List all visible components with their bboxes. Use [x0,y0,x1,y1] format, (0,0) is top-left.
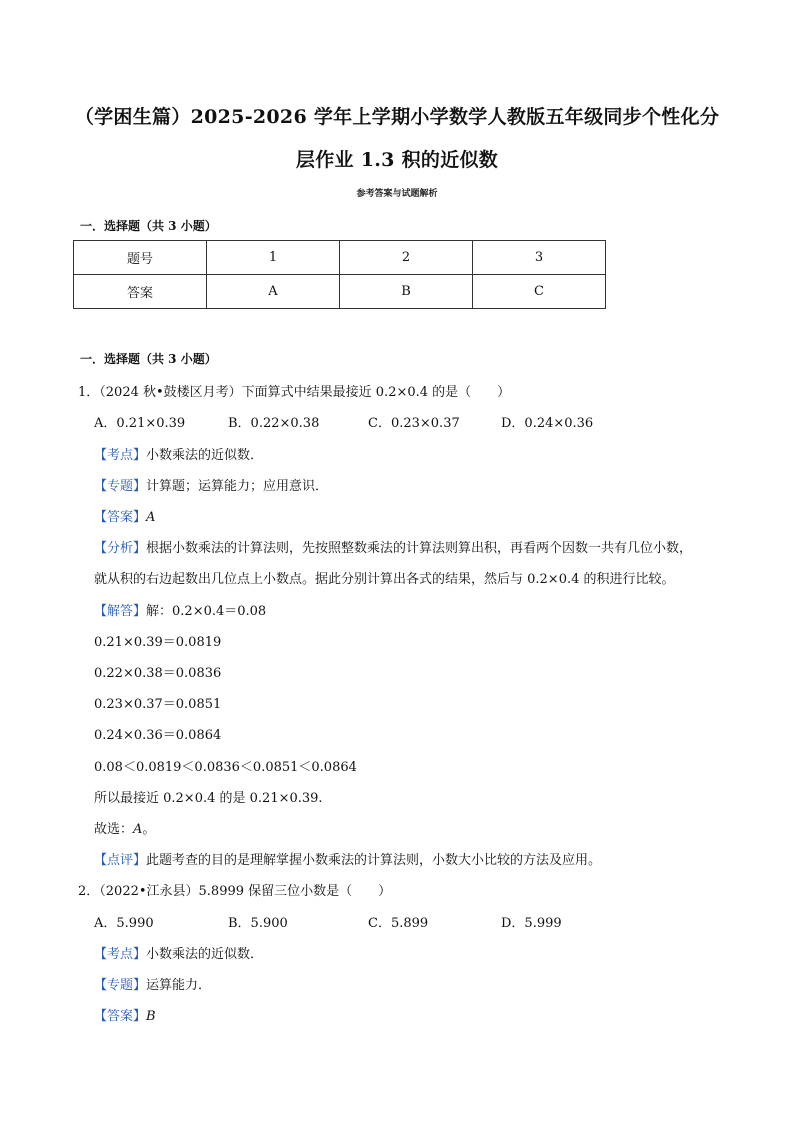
comment-text: 此题考查的目的是理解掌握小数乘法的计算法则，小数大小比较的方法及应用。 [146,853,602,868]
calc-line: 0.23×0.37＝0.0851 [94,697,222,712]
question-1-choice [94,818,155,837]
analysis-label: 【分析】 [94,541,147,556]
choice-prefix: 故选： [94,822,134,837]
kaodian-label: 【考点】 [94,947,147,962]
zhuanti-text: 运算能力． [146,978,212,993]
answer-table [73,240,606,309]
question-1-comment [94,849,601,868]
question-2-kaodian [94,943,263,962]
zhuanti-label: 【专题】 [94,978,147,993]
questions-section-heading: 一．选择题（共 3 小题） [80,352,217,366]
table-row [74,275,606,309]
question-1-option-d: D．0.24×0.36 [501,416,594,431]
question-1-stem: 1．（2024 秋•鼓楼区月考）下面算式中结果最接近 0.2×0.4 的是（ ） [78,385,511,400]
answer-label: 【答案】 [94,510,147,525]
question-2-stem: 2．（2022•江永县）5.8999 保留三位小数是（ ） [78,884,392,899]
table-row [74,241,606,275]
question-1-zhuanti [94,475,328,494]
solution-label: 【解答】 [94,604,147,619]
question-2-option-b: B．5.900 [228,916,288,931]
table-cell-answer: C [473,275,606,309]
question-2-option-d: D．5.999 [501,916,562,931]
question-1-option-c: C．0.23×0.37 [368,416,460,431]
table-cell-label: 题号 [74,241,207,275]
analysis-text: 根据小数乘法的计算法则，先按照整数乘法的计算法则算出积，再看两个因数一共有几位小数， [146,541,693,556]
question-1-analysis-line-1 [94,537,692,556]
choice-answer: A [133,822,143,837]
choice-end: 。 [142,822,156,837]
comment-label: 【点评】 [94,853,147,868]
question-2-option-a: A．5.990 [94,916,154,931]
answer-label: 【答案】 [94,1009,147,1024]
question-1-answer [94,506,155,525]
calc-line: 0.24×0.36＝0.0864 [94,728,222,743]
document-title-line-1: （学困生篇）2025-2026 学年上学期小学数学人教版五年级同步个性化分 [74,106,720,128]
answer-section-heading: 一．选择题（共 3 小题） [80,219,217,233]
question-1-conclusion: 所以最接近 0.2×0.4 的是 0.21×0.39. [94,791,323,806]
table-cell-number: 3 [473,241,606,275]
zhuanti-label: 【专题】 [94,479,147,494]
question-1-option-b: B．0.22×0.38 [228,416,320,431]
calc-comparison: 0.08＜0.0819＜0.0836＜0.0851＜0.0864 [94,760,357,775]
kaodian-text: 小数乘法的近似数． [146,448,264,463]
kaodian-label: 【考点】 [94,448,147,463]
answer-text: B [146,1009,156,1024]
question-1-option-a: A．0.21×0.39 [94,416,186,431]
calc-line: 0.21×0.39＝0.0819 [94,635,222,650]
table-cell-answer: A [207,275,340,309]
table-cell-answer: B [340,275,473,309]
question-1-kaodian [94,444,263,463]
solution-text: 解：0.2×0.4＝0.08 [146,604,267,619]
calc-line: 0.22×0.38＝0.0836 [94,666,222,681]
table-cell-label: 答案 [74,275,207,309]
table-cell-number: 1 [207,241,340,275]
question-2-option-c: C．5.899 [368,916,429,931]
question-1-solution [94,600,266,619]
zhuanti-text: 计算题；运算能力；应用意识． [146,479,329,494]
document-title-line-2: 层作业 1.3 积的近似数 [295,149,499,171]
answer-text: A [146,510,156,525]
document-subtitle: 参考答案与试题解析 [356,189,438,199]
kaodian-text: 小数乘法的近似数． [146,947,264,962]
table-cell-number: 2 [340,241,473,275]
question-2-answer [94,1005,156,1024]
question-1-analysis-line-2: 就从积的右边起数出几位点上小数点。据此分别计算出各式的结果，然后与 0.2×0.4 的积进行比较。 [94,572,675,587]
question-2-zhuanti [94,974,211,993]
